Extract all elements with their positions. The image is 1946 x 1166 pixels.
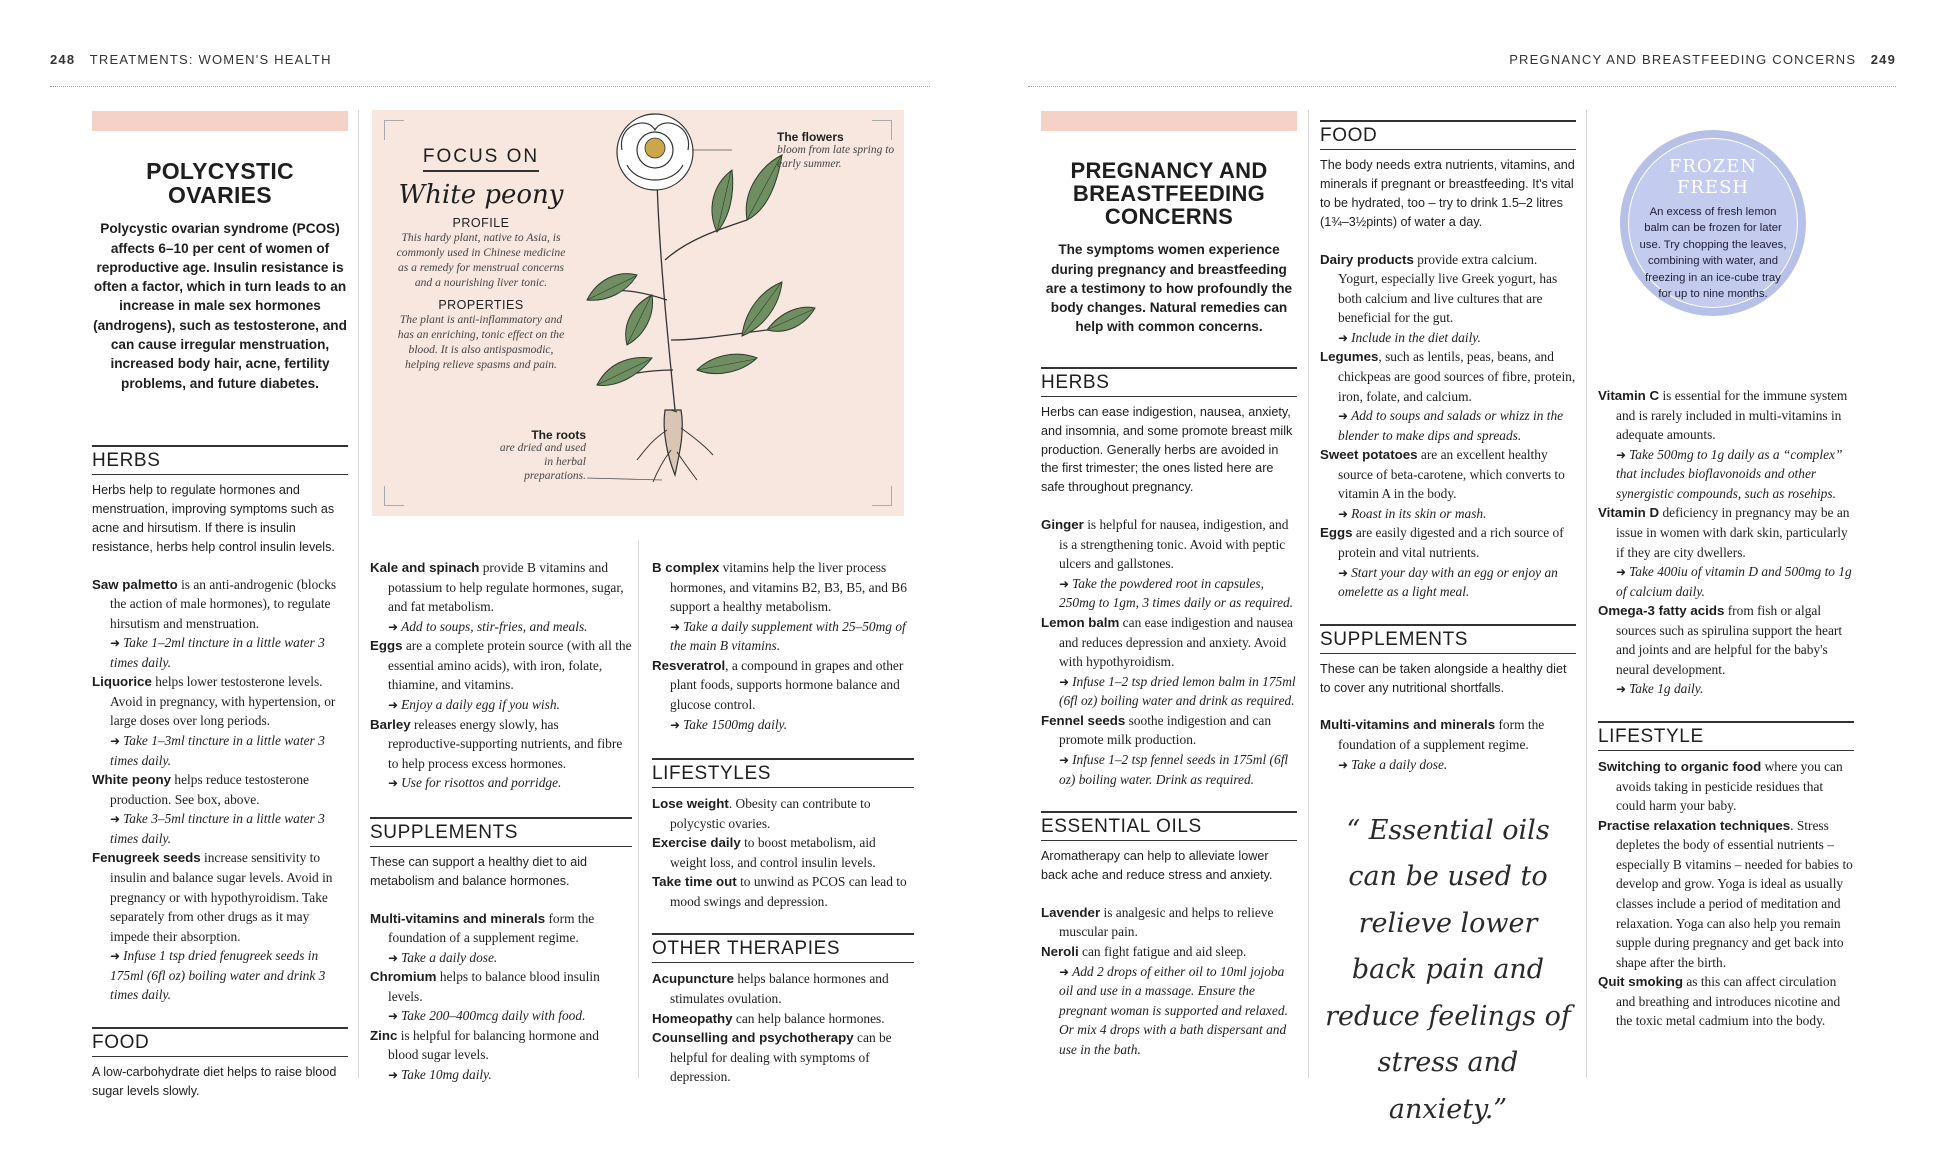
pcos-column-2	[370, 558, 632, 1085]
pregnancy-column-2	[1320, 120, 1576, 774]
entry-text: to boost metabolism, aid weight loss, and control insulin levels.	[670, 835, 876, 870]
entry-text: helps balance hormones and stimulates ovulation.	[670, 971, 889, 1006]
section-intro: Aromatherapy can help to alleviate lower back ache and reduce stress and anxiety.	[1041, 849, 1273, 882]
entry-text: form the foundation of a supplement regime.	[388, 910, 595, 946]
list-entry	[370, 909, 632, 968]
pregnancy-column-3	[1598, 386, 1854, 1031]
other-therapies-list	[652, 969, 914, 1086]
entry-text: deficiency in pregnancy may be an issue in women with dark skin, particularly if they are city dwellers.	[1616, 505, 1850, 560]
entry-text: , a compound in grapes and other plant foods, supports hormone balance and glucose control.	[670, 657, 904, 712]
section-intro: These can support a healthy diet to aid metabolism and balance hormones.	[370, 854, 588, 888]
entry-text: is helpful for nausea, indigestion, and is a strengthening tonic. Avoid with peptic ulcers and gallstones.	[1059, 517, 1289, 572]
dosage-tip: ➜ Take a daily dose.	[388, 948, 632, 968]
food-list	[370, 558, 632, 793]
section-intro: The body needs extra nutrients, vitamins, and minerals if pregnant or breastfeeding. It's vital to be hydrated, too – try to drink 1.5–2 litres (1¾–3½pints) of water a day.	[1320, 158, 1575, 229]
entry-name: Vitamin D	[1598, 505, 1660, 521]
entry-text: is helpful for balancing hormone and blood sugar levels.	[388, 1027, 599, 1063]
entry-name: Take time out	[652, 874, 737, 890]
entry-text: from fish or algal sources such as spirulina support the heart and joints and are helpful for the baby's neural development.	[1616, 603, 1843, 677]
dosage-tip: ➜ Take 1–3ml tincture in a little water 3 times daily.	[110, 731, 348, 770]
list-entry	[1320, 523, 1576, 601]
dosage-tip: ➜ Take 1500mg daily.	[670, 715, 914, 735]
entry-text: , such as lentils, peas, beans, and chickpeas are good sources of fibre, protein, iron, folate, and calcium.	[1338, 349, 1576, 404]
entry-name: Counselling and psychotherapy	[652, 1030, 854, 1046]
entry-text: releases energy slowly, has reproductive-supporting nutrients, and fibre to help process excess hormones.	[388, 716, 623, 771]
roots-text: are dried and used in herbal preparations.	[499, 442, 586, 482]
entry-name: Dairy products	[1320, 251, 1414, 267]
entry-name: Liquorice	[92, 674, 152, 690]
entry-text: as this can affect circulation and breathing and introduces nicotine and the toxic metal cadmium into the body.	[1616, 974, 1841, 1029]
entry-name: Fenugreek seeds	[92, 850, 201, 866]
dosage-tip: ➜ Add to soups and salads or whizz in the blender to make dips and spreads.	[1338, 406, 1576, 445]
entry-name: Legumes	[1320, 349, 1379, 365]
pcos-column-3	[652, 558, 914, 1087]
list-entry	[92, 575, 348, 673]
pink-accent-bar	[1041, 111, 1297, 131]
section-intro: Herbs can ease indigestion, nausea, anxiety, and insomnia, and some promote breast milk production. Generally herbs are avoided in the first trimester; the ones listed here are safe throughout pregnancy.	[1041, 404, 1293, 495]
herbs-list	[1041, 515, 1297, 789]
entry-name: Multi-vitamins and minerals	[370, 910, 546, 926]
dosage-tip: ➜ Roast in its skin or mash.	[1338, 504, 1576, 524]
pcos-intro: Polycystic ovarian syndrome (PCOS) affects 6–10 per cent of women of reproductive age. Insulin resistance is often a factor, which in turn leads to an increase in male sex hormones (androgens), such as testosterone, and can cause irregular menstruation, increased body hair, acne, fertility problems, and future diabetes.	[93, 221, 347, 391]
herbs-list	[92, 575, 348, 1005]
list-entry	[1041, 515, 1297, 613]
pcos-column-1	[92, 111, 348, 1101]
entry-name: Practise relaxation techniques	[1598, 817, 1791, 833]
entry-name: Eggs	[1320, 525, 1353, 541]
entry-name: Neroli	[1041, 944, 1079, 959]
frozen-fresh-badge	[1620, 130, 1806, 316]
dosage-tip: ➜ Take 1g daily.	[1616, 679, 1854, 699]
entry-name: White peony	[92, 772, 172, 788]
properties-heading: PROPERTIES	[438, 298, 524, 313]
entry-text: where you can avoids taking in pesticide residues that could harm your baby.	[1616, 759, 1843, 814]
column-divider	[1586, 110, 1587, 1078]
dosage-tip: ➜ Use for risottos and porridge.	[388, 773, 632, 793]
entry-text: is analgesic and helps to relieve muscular pain.	[1059, 904, 1274, 940]
right-running-title: PREGNANCY AND BREASTFEEDING CONCERNS	[1509, 52, 1857, 67]
list-entry	[1598, 601, 1854, 699]
focus-on-label: FOCUS ON	[423, 146, 539, 172]
pull-quote: “ Essential oils can be used to relieve lower back pain and reduce feelings of stress and anxiety.”	[1325, 815, 1571, 1125]
section-intro: Herbs help to regulate hormones and menstruation, improving symptoms such as acne and hirsutism. If there is insulin resistance, herbs help control insulin levels.	[92, 482, 335, 554]
section-heading: FOOD	[92, 1027, 348, 1057]
entry-text: can fight fatigue and aid sleep.	[1078, 944, 1247, 959]
dosage-tip: ➜ Enjoy a daily egg if you wish.	[388, 695, 632, 715]
frame-corner	[872, 486, 892, 506]
entry-name: Multi-vitamins and minerals	[1320, 717, 1496, 733]
entry-text: is essential for the immune system and is rarely included in multi-vitamins in adequate amounts.	[1616, 388, 1848, 443]
entry-name: B complex	[652, 560, 720, 575]
list-entry	[652, 1028, 914, 1087]
pregnancy-lifestyle-section	[1598, 721, 1854, 1031]
entry-name: Zinc	[370, 1027, 398, 1043]
list-entry	[1041, 903, 1297, 942]
plant-name: White peony	[398, 180, 564, 210]
list-entry	[1320, 445, 1576, 523]
roots-annotation	[496, 428, 586, 484]
entry-text: . Stress depletes the body of essential nutrients – especially B vitamins – needed for babies to develop and grow. Yoga is ideal as usually classes include a period of meditation and relaxation. Yoga can also help you remain supple during pregnancy and get back into shape after the birth.	[1616, 817, 1853, 970]
dosage-tip: ➜ Take a daily supplement with 25–50mg of the main B vitamins.	[670, 617, 914, 656]
list-entry	[652, 872, 914, 911]
entry-text: to unwind as PCOS can lead to mood swings and depression.	[670, 874, 907, 909]
section-heading: SUPPLEMENTS	[370, 817, 632, 847]
list-entry	[652, 794, 914, 833]
lifestyle-list	[1598, 757, 1854, 1031]
dosage-tip: ➜ Infuse 1–2 tsp fennel seeds in 175ml (6fl oz) boiling water. Drink as required.	[1059, 750, 1297, 789]
entry-name: Fennel seeds	[1041, 712, 1126, 728]
entry-text: can be helpful for dealing with symptoms of depression.	[670, 1030, 892, 1085]
list-entry	[652, 1009, 914, 1029]
entry-text: form the foundation of a supplement regime.	[1338, 717, 1545, 753]
properties-text: The plant is anti-inflammatory and has an enriching, tonic effect on the blood. It is also antispasmodic, helping relieve spasms and pain.	[397, 313, 565, 372]
pink-accent-bar	[92, 111, 348, 131]
roots-callout-line	[587, 478, 662, 480]
dosage-tip: ➜ Take 500mg to 1g daily as a “complex” that includes bioflavonoids and other synergistic compounds, such as rosehips.	[1616, 445, 1854, 504]
frozen-fresh-text: An excess of fresh lemon balm can be frozen for later use. Try chopping the leaves, combining with water, and freezing in an ice-cube tray for up to nine months.	[1639, 206, 1787, 300]
section-heading: LIFESTYLES	[652, 758, 914, 788]
dosage-tip: ➜ Take a daily dose.	[1338, 755, 1576, 775]
pcos-supplements-section	[370, 817, 632, 1085]
entry-name: Lavender	[1041, 904, 1101, 920]
entry-text: vitamins help the liver process hormones, and vitamins B2, B3, B5, and B6 support a healthy metabolism.	[670, 560, 907, 615]
entry-name: Saw palmetto	[92, 576, 178, 592]
list-entry	[370, 558, 632, 636]
list-entry	[1041, 711, 1297, 789]
dosage-tip: ➜ Take 3–5ml tincture in a little water 3 times daily.	[110, 809, 348, 848]
dosage-tip: ➜ Infuse 1–2 tsp dried lemon balm in 175ml (6fl oz) boiling water and drink as required.	[1059, 672, 1297, 711]
entry-name: Homeopathy	[652, 1010, 733, 1026]
section-heading: ESSENTIAL OILS	[1041, 811, 1297, 841]
left-running-title: TREATMENTS: WOMEN'S HEALTH	[89, 52, 332, 67]
pregnancy-herbs-section	[1041, 367, 1297, 789]
entry-text: increase sensitivity to insulin and balance sugar levels. Avoid in pregnancy or with hypothyroidism. Take separately from other drugs as it may impede their absorption.	[110, 850, 333, 944]
frame-corner	[384, 486, 404, 506]
left-header-rule	[50, 86, 930, 87]
entry-name: Quit smoking	[1598, 974, 1683, 990]
pregnancy-supplements-section	[1320, 624, 1576, 774]
entry-text: is an anti-androgenic (blocks the action of male hormones), to regulate hirsutism and menstruation.	[110, 576, 337, 631]
entry-name: Lose weight	[652, 796, 729, 812]
supplements-list	[1320, 715, 1576, 774]
pregnancy-title: PREGNANCY AND BREASTFEEDING CONCERNS	[1070, 158, 1268, 230]
right-page-header	[1509, 52, 1896, 67]
flowers-label: The flowers	[777, 130, 844, 144]
supplements-list-continued	[652, 558, 914, 734]
column-divider	[358, 110, 359, 1078]
frozen-fresh-title: FROZEN FRESH	[1668, 156, 1758, 198]
entry-text: are a complete protein source (with all the essential amino acids), with iron, folate, thiamine, and vitamins.	[388, 638, 632, 693]
supplements-list-continued	[1598, 386, 1854, 699]
section-heading: SUPPLEMENTS	[1320, 624, 1576, 654]
entry-text: are easily digested and a rich source of protein and vital nutrients.	[1338, 525, 1564, 560]
pregnancy-essential-oils-section	[1041, 811, 1297, 1059]
list-entry	[1041, 613, 1297, 711]
entry-text: helps reduce testosterone production. See box, above.	[110, 772, 309, 807]
list-entry	[1041, 942, 1297, 1059]
entry-text: can ease indigestion and nausea and reduces depression and anxiety. Avoid with hypothyroidism.	[1059, 615, 1293, 670]
dosage-tip: ➜ Include in the diet daily.	[1338, 328, 1576, 348]
entry-name: Switching to organic food	[1598, 759, 1762, 774]
dosage-tip: ➜ Add 2 drops of either oil to 10ml jojoba oil and use in a massage. Ensure the pregnant woman is supported and relaxed. Or mix 4 drops with a bath dispersant and use in the bath.	[1059, 962, 1297, 1060]
list-entry	[370, 636, 632, 714]
left-page-number: 248	[50, 52, 76, 67]
list-entry	[652, 656, 914, 734]
focus-on-box	[372, 110, 904, 516]
left-page-header	[50, 52, 332, 67]
dosage-tip: ➜ Take 400iu of vitamin D and 500mg to 1g of calcium daily.	[1616, 562, 1854, 601]
food-list	[1320, 250, 1576, 602]
list-entry	[1320, 347, 1576, 445]
pcos-food-section	[92, 1027, 348, 1101]
lifestyles-list	[652, 794, 914, 911]
list-entry	[652, 558, 914, 656]
essential-oils-list	[1041, 903, 1297, 1060]
right-header-rule	[1028, 86, 1896, 87]
pcos-lifestyles-section	[652, 758, 914, 911]
flower-stamen	[645, 138, 665, 158]
entry-name: Vitamin C	[1598, 388, 1660, 403]
entry-text: provide B vitamins and potassium to help regulate hormones, sugar, and fat metabolism.	[388, 560, 624, 615]
pregnancy-intro: The symptoms women experience during pregnancy and breastfeeding are a testimony to how profoundly the body changes. Natural remedies can help with common concerns.	[1045, 242, 1293, 335]
entry-name: Kale and spinach	[370, 560, 480, 575]
column-divider	[638, 540, 639, 1078]
focus-on-text	[396, 146, 566, 373]
section-heading: HERBS	[1041, 367, 1297, 397]
supplements-list	[370, 909, 632, 1085]
list-entry	[652, 969, 914, 1008]
dosage-tip: ➜ Add to soups, stir-fries, and meals.	[388, 617, 632, 637]
entry-text: can help balance hormones.	[732, 1010, 885, 1026]
section-heading: HERBS	[92, 445, 348, 475]
dosage-tip: ➜ Take 1–2ml tincture in a little water 3 times daily.	[110, 633, 348, 672]
dosage-tip: ➜ Infuse 1 tsp dried fenugreek seeds in 175ml (6fl oz) boiling water and drink 3 times daily.	[110, 946, 348, 1005]
list-entry	[1598, 386, 1854, 503]
list-entry	[1598, 757, 1854, 816]
pcos-title: POLYCYSTIC OVARIES	[146, 158, 294, 209]
list-entry	[92, 770, 348, 848]
list-entry	[1598, 972, 1854, 1031]
flowers-annotation	[777, 130, 897, 172]
list-entry	[92, 848, 348, 1005]
entry-name: Barley	[370, 716, 411, 732]
frame-corner	[384, 120, 404, 140]
list-entry	[1598, 503, 1854, 601]
right-page-number: 249	[1870, 52, 1896, 67]
entry-name: Resveratrol	[652, 657, 726, 673]
section-intro: A low-carbohydrate diet helps to raise blood sugar levels slowly.	[92, 1064, 337, 1098]
section-heading: FOOD	[1320, 120, 1576, 150]
pcos-herbs-section	[92, 445, 348, 1005]
entry-name: Exercise daily	[652, 835, 741, 851]
entry-name: Acupuncture	[652, 971, 735, 987]
entry-name: Chromium	[370, 969, 437, 985]
section-heading: LIFESTYLE	[1598, 721, 1854, 751]
section-heading: OTHER THERAPIES	[652, 933, 914, 963]
entry-text: soothe indigestion and can promote milk production.	[1059, 712, 1272, 748]
entry-name: Lemon balm	[1041, 615, 1120, 631]
roots-label: The roots	[531, 428, 586, 442]
list-entry	[370, 1026, 632, 1085]
entry-name: Sweet potatoes	[1320, 447, 1418, 463]
list-entry	[1320, 250, 1576, 348]
dosage-tip: ➜ Take 10mg daily.	[388, 1065, 632, 1085]
profile-heading: PROFILE	[452, 216, 510, 230]
entry-text: are an excellent healthy source of beta-carotene, which converts to vitamin A in the body.	[1338, 447, 1565, 502]
frozen-fresh-content	[1638, 156, 1788, 302]
entry-text: helps to balance blood insulin levels.	[388, 969, 600, 1004]
list-entry	[92, 672, 348, 770]
entry-text: . Obesity can contribute to polycystic ovaries.	[670, 796, 871, 831]
column-divider	[1308, 110, 1309, 1078]
pcos-other-therapies-section	[652, 933, 914, 1086]
dosage-tip: ➜ Take 200–400mcg daily with food.	[388, 1006, 632, 1026]
entry-name: Ginger	[1041, 517, 1084, 533]
entry-name: Eggs	[370, 638, 403, 654]
list-entry	[370, 967, 632, 1026]
dosage-tip: ➜ Start your day with an egg or enjoy an omelette as a light meal.	[1338, 563, 1576, 602]
list-entry	[370, 715, 632, 793]
entry-name: Omega-3 fatty acids	[1598, 603, 1725, 619]
entry-text: provide extra calcium. Yogurt, especially live Greek yogurt, has both calcium and live cultures that are beneficial for the gut.	[1338, 251, 1558, 326]
dosage-tip: ➜ Take the powdered root in capsules, 250mg to 1gm, 3 times daily or as required.	[1059, 574, 1297, 613]
list-entry	[1320, 715, 1576, 774]
list-entry	[652, 833, 914, 872]
list-entry	[1598, 816, 1854, 973]
flowers-text: bloom from late spring to early summer.	[777, 144, 895, 171]
profile-text: This hardy plant, native to Asia, is commonly used in Chinese medicine as a remedy for menstrual concerns and a nourishing liver tonic.	[396, 231, 566, 290]
entry-text: helps lower testosterone levels. Avoid in pregnancy, with hypertension, or large doses over long periods.	[110, 674, 336, 729]
section-intro: These can be taken alongside a healthy diet to cover any nutritional shortfalls.	[1320, 661, 1567, 695]
pregnancy-column-1	[1041, 111, 1297, 1059]
